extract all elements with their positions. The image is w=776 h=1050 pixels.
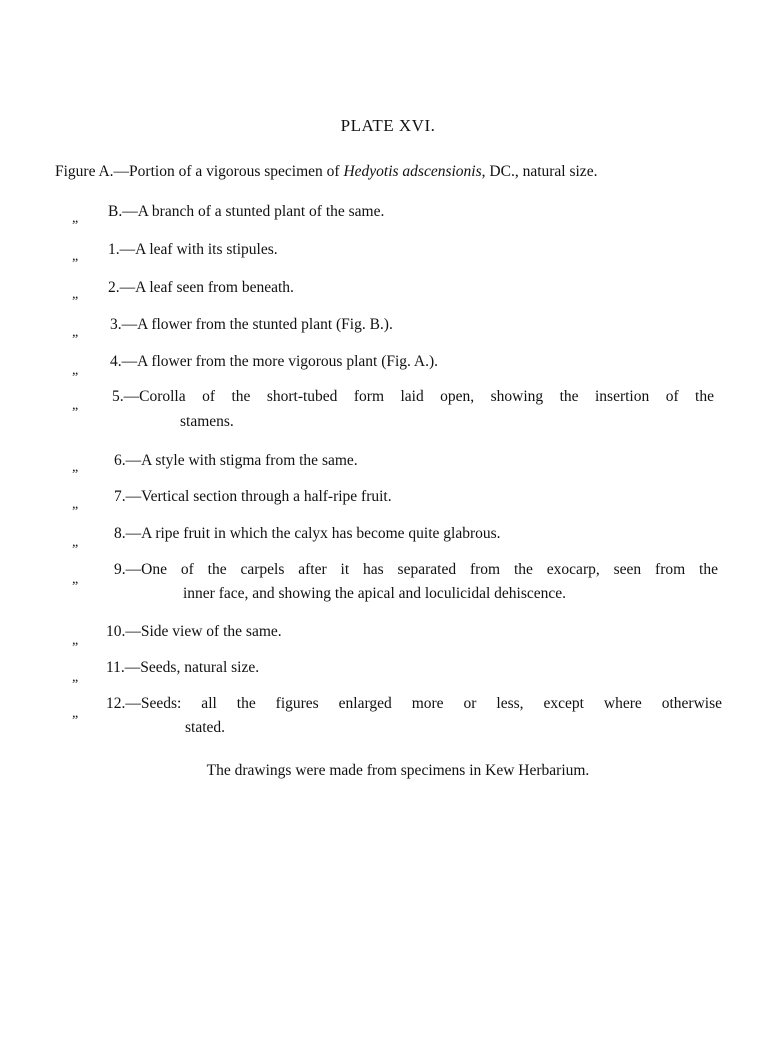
figure-a-suffix: , DC., natural size. bbox=[481, 163, 598, 180]
plate-title: PLATE XVI. bbox=[340, 116, 436, 135]
ditto-mark: „ bbox=[72, 460, 79, 475]
ditto-mark: „ bbox=[72, 287, 79, 302]
caption-entry-12-continuation: stated. bbox=[185, 719, 226, 736]
ditto-mark: „ bbox=[72, 706, 79, 721]
caption-entry-10: 10.—Side view of the same. bbox=[106, 623, 282, 640]
figure-a-label: Figure A.—Portion of a vigorous specimen of bbox=[55, 163, 344, 180]
ditto-mark: „ bbox=[72, 670, 79, 685]
caption-entry-5: 5.—Corolla of the short-tubed form laid open, showing the insertion of the bbox=[112, 388, 714, 405]
caption-entry-8: 8.—A ripe fruit in which the calyx has become quite glabrous. bbox=[114, 525, 501, 542]
ditto-mark: „ bbox=[72, 633, 79, 648]
ditto-mark: „ bbox=[72, 572, 79, 587]
caption-entry-11: 11.—Seeds, natural size. bbox=[106, 659, 260, 676]
ditto-mark: „ bbox=[72, 363, 79, 378]
caption-entry-5-continuation: stamens. bbox=[180, 413, 234, 430]
caption-entry-6: 6.—A style with stigma from the same. bbox=[114, 452, 358, 469]
ditto-mark: „ bbox=[72, 398, 79, 413]
caption-entry-4: 4.—A flower from the more vigorous plant (Fig. A.). bbox=[110, 353, 439, 370]
ditto-mark: „ bbox=[72, 325, 79, 340]
ditto-mark: „ bbox=[72, 211, 79, 226]
ditto-mark: „ bbox=[72, 535, 79, 550]
species-name: Hedyotis adscensionis bbox=[343, 163, 482, 180]
figure-a-caption bbox=[55, 160, 597, 184]
caption-entry-1: 1.—A leaf with its stipules. bbox=[108, 241, 278, 258]
caption-entry-7: 7.—Vertical section through a half-ripe fruit. bbox=[114, 488, 392, 505]
caption-entry-9-continuation: inner face, and showing the apical and loculicidal dehiscence. bbox=[183, 585, 567, 602]
ditto-mark: „ bbox=[72, 497, 79, 512]
ditto-mark: „ bbox=[72, 249, 79, 264]
caption-entry-3: 3.—A flower from the stunted plant (Fig. B.). bbox=[110, 316, 393, 333]
footer-note: The drawings were made from specimens in Kew Herbarium. bbox=[206, 762, 590, 779]
caption-entry-9: 9.—One of the carpels after it has separated from the exocarp, seen from the bbox=[114, 561, 718, 578]
caption-entry-b: B.—A branch of a stunted plant of the same. bbox=[108, 203, 385, 220]
caption-entry-12: 12.—Seeds: all the figures enlarged more or less, except where otherwise bbox=[106, 695, 722, 712]
caption-entry-2: 2.—A leaf seen from beneath. bbox=[108, 279, 294, 296]
